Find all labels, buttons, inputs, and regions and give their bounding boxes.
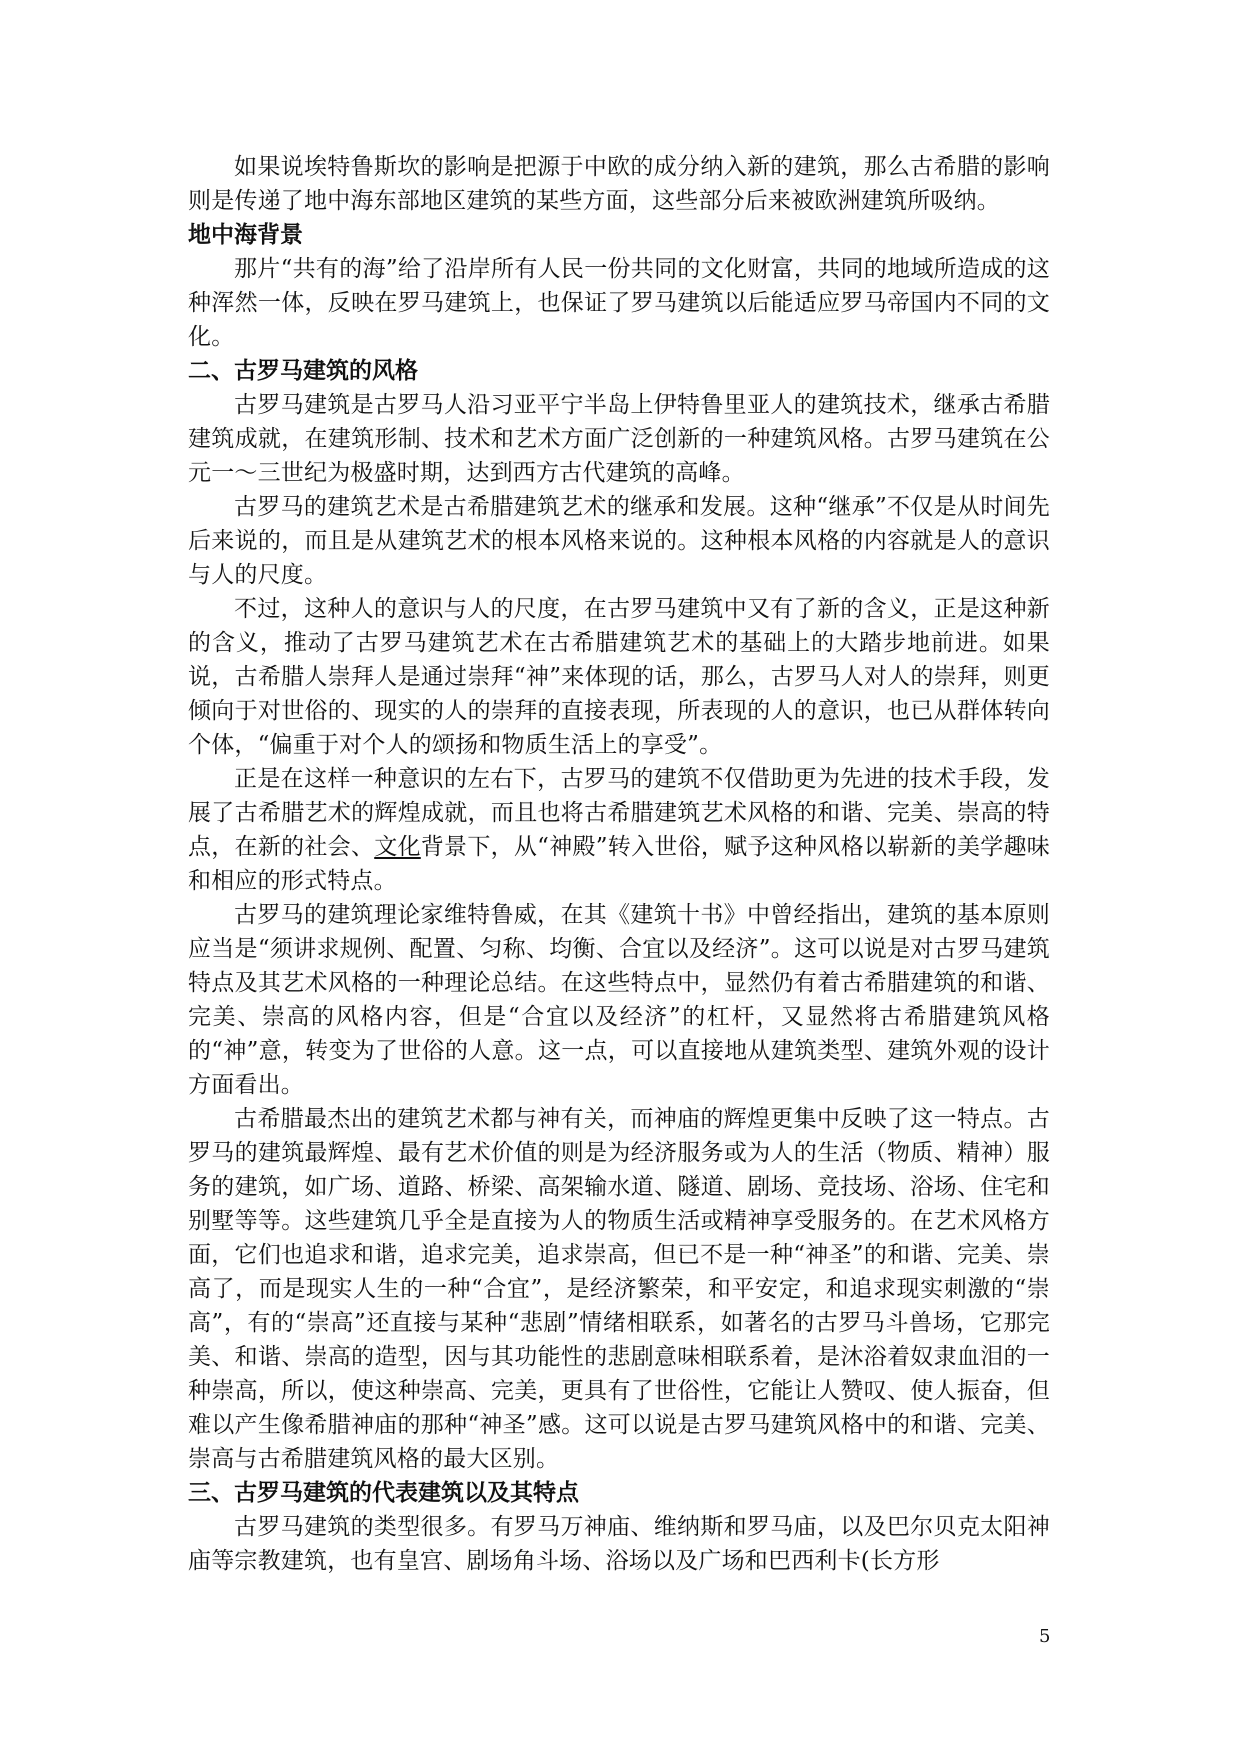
heading-mediterranean-background: 地中海背景 xyxy=(188,221,303,248)
page-number: 5 xyxy=(1039,1626,1051,1647)
heading-representative-buildings: 三、古罗马建筑的代表建筑以及其特点 xyxy=(188,1479,579,1506)
paragraph-new-meaning: 不过，这种人的意识与人的尺度，在古罗马建筑中又有了新的含义，正是这种新的含义，推动了古罗马建筑艺术在古希腊建筑艺术的基础上的大踏步地前进。如果说，古希腊人崇拜人是通过崇拜“神”来体现的话，那么，古罗马人对人的崇拜，则更倾向于对世俗的、现实的人的崇拜的直接表现，所表现的人的意识，也已从群体转向个体，“偏重于对个人的颂扬和物质生活上的享受”。 xyxy=(188,596,1050,758)
paragraph-common-sea: 那片“共有的海”给了沿岸所有人民一份共同的文化财富，共同的地域所造成的这种浑然一体，反映在罗马建筑上，也保证了罗马建筑以后能适应罗马帝国内不同的文化。 xyxy=(188,256,1050,350)
paragraph-secular-turn xyxy=(188,762,1050,898)
paragraph-inheritance: 古罗马的建筑艺术是古希腊建筑艺术的继承和发展。这种“继承”不仅是从时间先后来说的，而且是从建筑艺术的根本风格来说的。这种根本风格的内容就是人的意识与人的尺度。 xyxy=(188,494,1050,588)
paragraph-secular-turn-part-1: 正是在这样一种意识的左右下，古罗马的建筑不仅借助更为先进的技术手段，发展了古希腊艺术的辉煌成就，而且也将古希腊建筑艺术风格的和谐、完美、崇高的特点，在新的社会、 xyxy=(188,766,1050,860)
heading-roman-architecture-style: 二、古罗马建筑的风格 xyxy=(188,357,418,384)
paragraph-etruscan-greek-influence: 如果说埃特鲁斯坎的影响是把源于中欧的成分纳入新的建筑，那么古希腊的影响则是传递了地中海东部地区建筑的某些方面，这些部分后来被欧洲建筑所吸纳。 xyxy=(188,154,1050,214)
underlined-word-culture: 文化 xyxy=(374,834,421,860)
paragraph-building-types: 古罗马建筑的类型很多。有罗马万神庙、维纳斯和罗马庙，以及巴尔贝克太阳神庙等宗教建筑，也有皇宫、剧场角斗场、浴场以及广场和巴西利卡(长方形 xyxy=(188,1514,1050,1574)
document-body xyxy=(188,150,1050,1600)
paragraph-vitruvius: 古罗马的建筑理论家维特鲁威，在其《建筑十书》中曾经指出，建筑的基本原则应当是“须讲求规例、配置、匀称、均衡、合宜以及经济”。这可以说是对古罗马建筑特点及其艺术风格的一种理论总结。在这些特点中，显然仍有着古希腊建筑的和谐、完美、崇高的风格内容，但是“合宜以及经济”的杠杆，又显然将古希腊建筑风格的“神”意，转变为了世俗的人意。这一点，可以直接地从建筑类型、建筑外观的设计方面看出。 xyxy=(188,902,1050,1098)
paragraph-roman-style-definition: 古罗马建筑是古罗马人沿习亚平宁半岛上伊特鲁里亚人的建筑技术，继承古希腊建筑成就，在建筑形制、技术和艺术方面广泛创新的一种建筑风格。古罗马建筑在公元一～三世纪为极盛时期，达到西方古代建筑的高峰。 xyxy=(188,392,1050,486)
paragraph-secular-turn-part-2: 背景下，从“神殿”转入世俗，赋予这种风格以崭新的美学趣味和相应的形式特点。 xyxy=(188,834,1050,894)
paragraph-greek-vs-roman: 古希腊最杰出的建筑艺术都与神有关，而神庙的辉煌更集中反映了这一特点。古罗马的建筑最辉煌、最有艺术价值的则是为经济服务或为人的生活（物质、精神）服务的建筑，如广场、道路、桥梁、高架输水道、隧道、剧场、竞技场、浴场、住宅和别墅等等。这些建筑几乎全是直接为人的物质生活或精神享受服务的。在艺术风格方面，它们也追求和谐，追求完美，追求崇高，但已不是一种“神圣”的和谐、完美、崇高了，而是现实人生的一种“合宜”，是经济繁荣，和平安定，和追求现实刺激的“崇高”，有的“崇高”还直接与某种“悲剧”情绪相联系，如著名的古罗马斗兽场，它那完美、和谐、崇高的造型，因与其功能性的悲剧意味相联系着，是沐浴着奴隶血泪的一种崇高，所以，使这种崇高、完美，更具有了世俗性，它能让人赞叹、使人振奋，但难以产生像希腊神庙的那种“神圣”感。这可以说是古罗马建筑风格中的和谐、完美、崇高与古希腊建筑风格的最大区别。 xyxy=(188,1106,1050,1472)
